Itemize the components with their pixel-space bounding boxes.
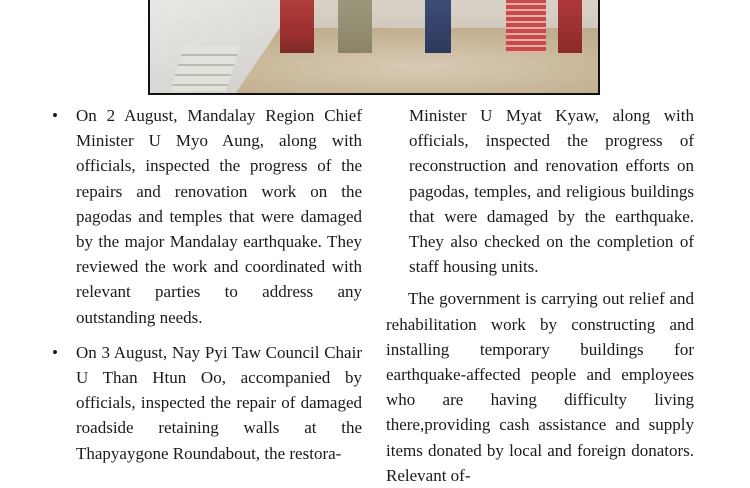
photo-person — [338, 0, 372, 53]
body-paragraph: The government is carrying out relief and rehabilitation work by constructing and installing temporary buildings for earthquake-affected people and employees who are having difficulty living there,providing cash assistance and supply items donated by local and foreign donators. Relevant of- — [386, 289, 694, 485]
bullet-dot: • — [52, 106, 58, 125]
photo-person — [280, 0, 314, 53]
news-photo — [148, 0, 600, 95]
right-column — [386, 103, 694, 488]
bullet-text: On 3 August, Nay Pyi Taw Council Chair U Than Htun Oo, accompanied by officials, inspected the repair of damaged roadside retaining walls at the Thapyaygone Roundabout, the restora- — [76, 342, 362, 463]
bullet-item — [52, 340, 362, 466]
continued-bullet-text: Minister U Myat Kyaw, along with officials, inspected the progress of reconstruction and renovation efforts on pagodas, temples, and religious buildings that were damaged by the earthquake. They also checked on the completion of staff housing units. — [409, 106, 694, 277]
photo-person — [425, 0, 451, 53]
left-column — [52, 103, 362, 476]
photo-person — [506, 0, 546, 53]
bullet-item — [52, 103, 362, 330]
bullet-text: On 2 August, Mandalay Region Chief Minister U Myo Aung, along with officials, inspected the progress of the repairs and renovation work on the pagodas and temples that were damaged by the major Mandalay earthquake. They reviewed the work and coordinated with relevant parties to address any outstanding needs. — [76, 106, 362, 327]
bullet-dot: • — [52, 342, 58, 362]
photo-person — [558, 0, 582, 53]
